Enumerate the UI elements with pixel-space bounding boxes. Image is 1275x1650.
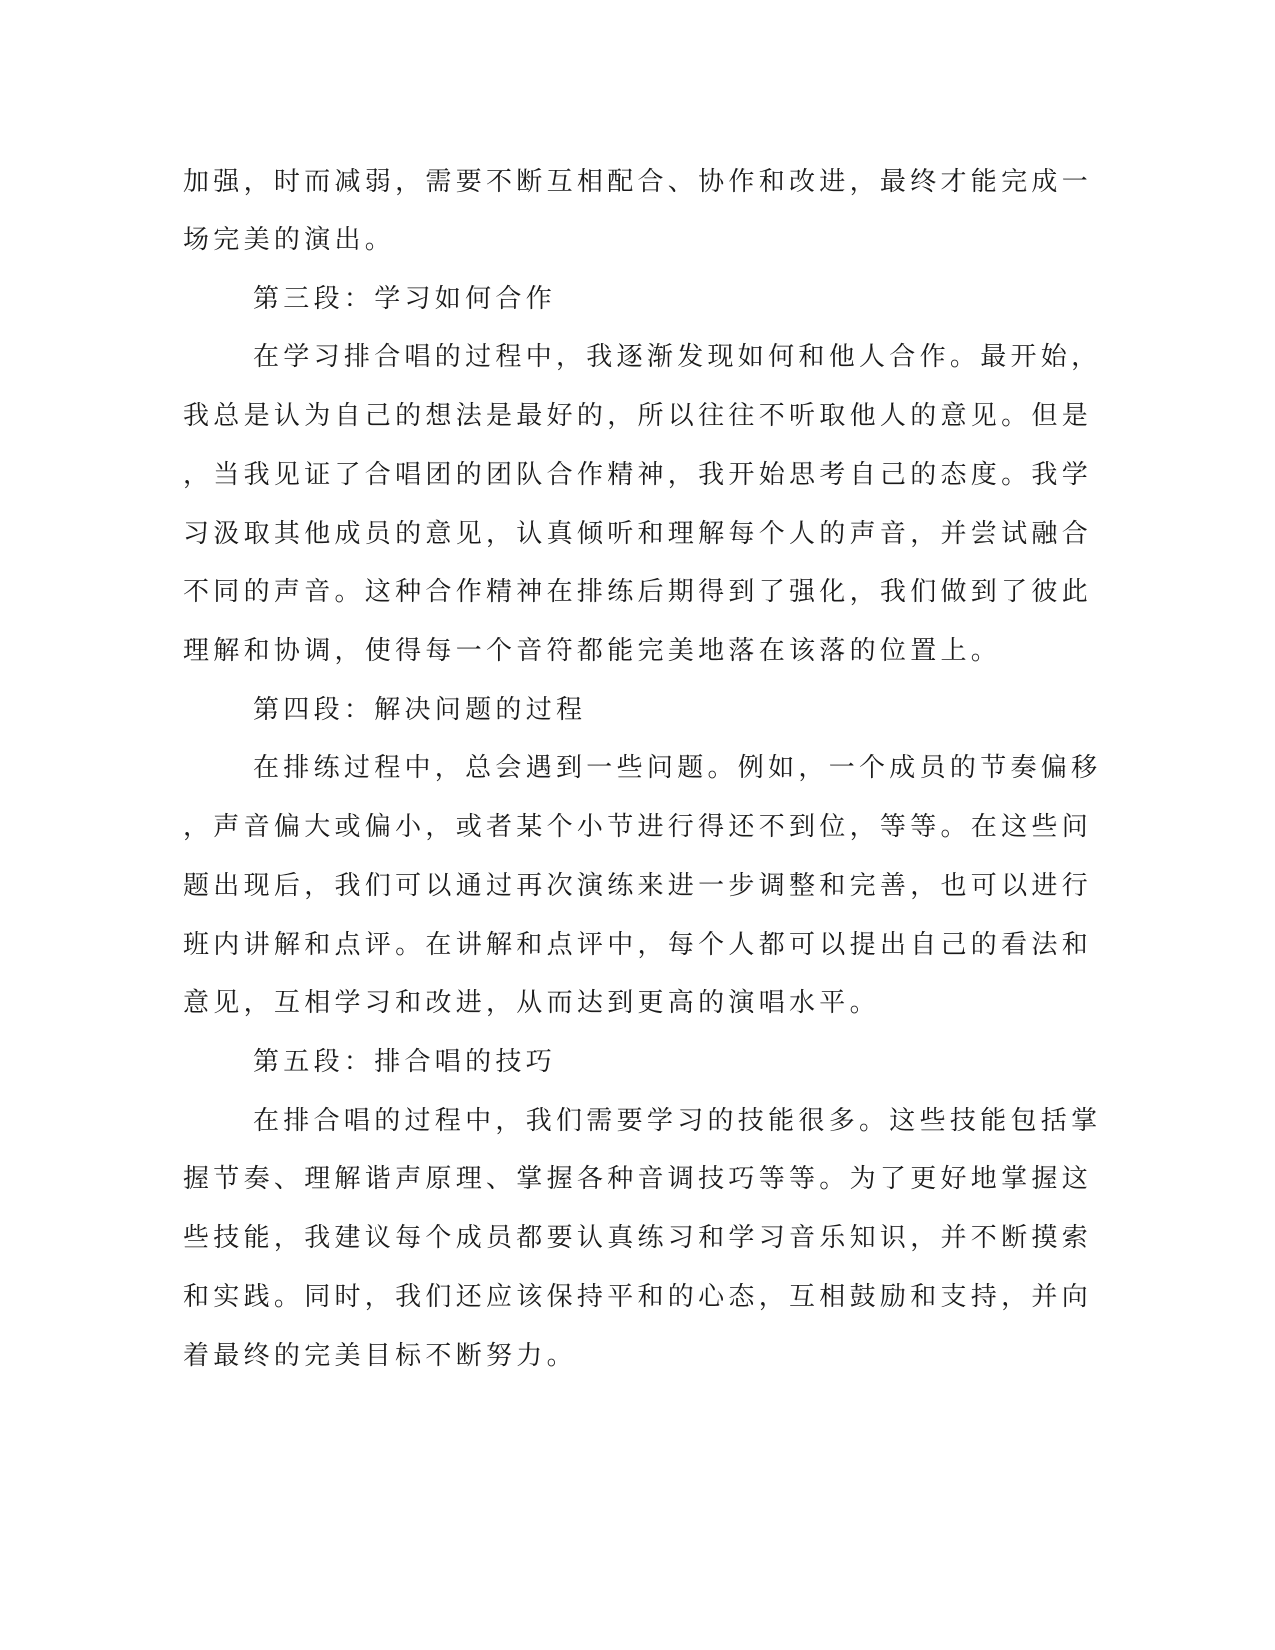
body-text-line: 和实践。同时，我们还应该保持平和的心态，互相鼓励和支持，并向: [183, 1282, 1093, 1312]
body-text-line: 在学习排合唱的过程中，我逐渐发现如何和他人合作。最开始，: [253, 342, 1102, 372]
body-text-line: 理解和协调，使得每一个音符都能完美地落在该落的位置上。: [183, 636, 1002, 666]
body-text-line: 在排练过程中，总会遇到一些问题。例如，一个成员的节奏偏移: [253, 753, 1102, 783]
section-heading-4: 第四段：解决问题的过程: [253, 695, 587, 725]
body-text-line: 意见，互相学习和改进，从而达到更高的演唱水平。: [183, 988, 880, 1018]
body-text-line: 不同的声音。这种合作精神在排练后期得到了强化，我们做到了彼此: [183, 577, 1093, 607]
body-text-line: 习汲取其他成员的意见，认真倾听和理解每个人的声音，并尝试融合: [183, 519, 1093, 549]
body-text-line: 些技能，我建议每个成员都要认真练习和学习音乐知识，并不断摸索: [183, 1223, 1093, 1253]
body-text-line: 我总是认为自己的想法是最好的，所以往往不听取他人的意见。但是: [183, 401, 1093, 431]
body-text-line: 加强，时而减弱，需要不断互相配合、协作和改进，最终才能完成一: [183, 167, 1093, 197]
body-text-line: ，声音偏大或偏小，或者某个小节进行得还不到位，等等。在这些问: [183, 812, 1093, 842]
section-heading-5: 第五段：排合唱的技巧: [253, 1047, 557, 1077]
body-text-line: 在排合唱的过程中，我们需要学习的技能很多。这些技能包括掌: [253, 1106, 1102, 1136]
body-text-line: 场完美的演出。: [183, 225, 396, 255]
section-heading-3: 第三段：学习如何合作: [253, 284, 557, 314]
body-text-line: 握节奏、理解谐声原理、掌握各种音调技巧等等。为了更好地掌握这: [183, 1164, 1093, 1194]
body-text-line: ，当我见证了合唱团的团队合作精神，我开始思考自己的态度。我学: [183, 460, 1093, 490]
body-text-line: 题出现后，我们可以通过再次演练来进一步调整和完善，也可以进行: [183, 871, 1093, 901]
body-text-line: 着最终的完美目标不断努力。: [183, 1341, 577, 1371]
body-text-line: 班内讲解和点评。在讲解和点评中，每个人都可以提出自己的看法和: [183, 930, 1093, 960]
